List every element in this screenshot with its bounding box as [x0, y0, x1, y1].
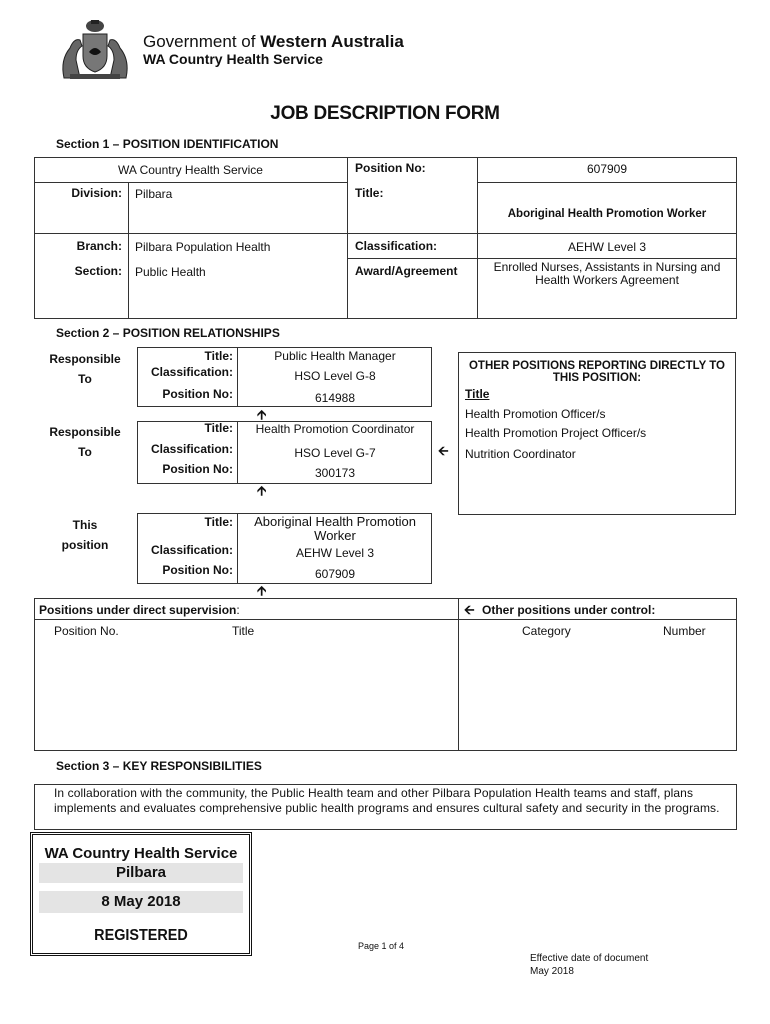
this-title: Aboriginal Health Promotion Worker	[254, 514, 416, 543]
direct-supervision-colon: :	[236, 603, 240, 617]
manager-classification-label: Classification:	[150, 365, 233, 379]
manager-position-no-label: Position No:	[162, 387, 233, 401]
arrow-left-icon: 🡨	[438, 443, 449, 458]
col-position-no: Position No.	[54, 624, 119, 638]
classification-value: AEHW Level 3	[567, 240, 647, 254]
coordinator-position-no-label: Position No:	[162, 462, 233, 476]
coordinator-title: Health Promotion Coordinator	[255, 422, 415, 436]
section-value: Public Health	[135, 265, 206, 279]
manager-position-no: 614988	[314, 391, 356, 405]
other-reporting-item: Health Promotion Project Officer/s	[465, 426, 647, 440]
effective-label: Effective date of document	[530, 953, 649, 964]
direct-supervision-heading	[39, 603, 240, 617]
section-label: Section:	[74, 264, 122, 278]
division-value: Pilbara	[135, 187, 173, 201]
org-line-1	[143, 32, 404, 52]
title-label: Title:	[355, 186, 384, 200]
responsibilities-text: In collaboration with the community, the Public Health team and other Pilbara Population Health teams and staff, plans implements and evaluates comprehensive public health programs and ensures cultural safety and security in the programs.	[54, 786, 720, 815]
org-cell: WA Country Health Service	[118, 163, 263, 177]
coordinator-classification: HSO Level G-7	[294, 446, 376, 460]
col-category: Category	[522, 624, 571, 638]
this-position-no: 607909	[314, 567, 356, 581]
org-state-text: Western Australia	[260, 32, 404, 51]
org-gov-text: Government of	[143, 32, 256, 51]
this-position-no-label: Position No:	[162, 563, 233, 577]
other-reporting-title-header: Title	[465, 387, 490, 401]
effective-date: May 2018	[530, 966, 574, 977]
manager-title: Public Health Manager	[274, 349, 396, 363]
registration-stamp	[30, 832, 252, 956]
classification-label: Classification:	[355, 239, 438, 253]
section2-heading: Section 2 – POSITION RELATIONSHIPS	[56, 326, 280, 340]
position-label: position	[61, 538, 109, 552]
page-number: Page 1 of 4	[358, 941, 405, 951]
coat-of-arms-icon	[56, 16, 134, 82]
section1-heading: Section 1 – POSITION IDENTIFICATION	[56, 137, 279, 151]
other-reporting-heading: OTHER POSITIONS REPORTING DIRECTLY TO THIS POSITION:	[468, 360, 725, 384]
stamp-status: REGISTERED	[94, 927, 188, 944]
coordinator-title-label: Title:	[204, 421, 233, 435]
coat-of-arms-logo	[56, 16, 134, 82]
award-value: Enrolled Nurses, Assistants in Nursing and Health Workers Agreement	[493, 260, 721, 287]
responsible-label-2: Responsible	[49, 425, 121, 439]
division-label: Division:	[71, 186, 122, 200]
this-label: This	[72, 518, 98, 532]
stamp-line1: WA Country Health Service	[44, 845, 238, 862]
to-label-1: To	[78, 372, 92, 386]
col-number: Number	[663, 624, 706, 638]
arrow-up-icon: 🡩	[257, 407, 267, 422]
branch-label: Branch:	[76, 239, 122, 253]
this-classification: AEHW Level 3	[295, 546, 375, 560]
arrow-up-icon: 🡩	[257, 583, 267, 598]
this-title-label: Title:	[204, 515, 233, 529]
org-line-2: WA Country Health Service	[143, 51, 323, 67]
other-reporting-item: Nutrition Coordinator	[465, 447, 576, 461]
position-no-label: Position No:	[355, 161, 426, 175]
coordinator-classification-label: Classification:	[150, 442, 233, 456]
stamp-line2: Pilbara	[39, 863, 243, 883]
arrow-left-icon: 🡨	[464, 602, 475, 617]
branch-value: Pilbara Population Health	[135, 240, 271, 254]
form-title: JOB DESCRIPTION FORM	[270, 103, 500, 124]
arrow-up-icon: 🡩	[257, 483, 267, 498]
to-label-2: To	[78, 445, 92, 459]
award-label: Award/Agreement	[355, 264, 458, 278]
this-classification-label: Classification:	[150, 543, 233, 557]
section3-heading: Section 3 – KEY RESPONSIBILITIES	[56, 759, 262, 773]
coordinator-position-no: 300173	[314, 466, 356, 480]
manager-classification: HSO Level G-8	[294, 369, 376, 383]
col-title: Title	[232, 624, 255, 638]
supervision-table	[34, 598, 737, 751]
other-reporting-item: Health Promotion Officer/s	[465, 407, 606, 421]
other-control-heading: Other positions under control:	[482, 603, 656, 617]
stamp-date: 8 May 2018	[39, 891, 243, 913]
position-no-value: 607909	[586, 162, 628, 176]
responsible-label-1: Responsible	[49, 352, 121, 366]
manager-title-label: Title:	[204, 349, 233, 363]
title-value: Aboriginal Health Promotion Worker	[507, 208, 707, 220]
direct-supervision-text: Positions under direct supervision	[39, 603, 237, 617]
